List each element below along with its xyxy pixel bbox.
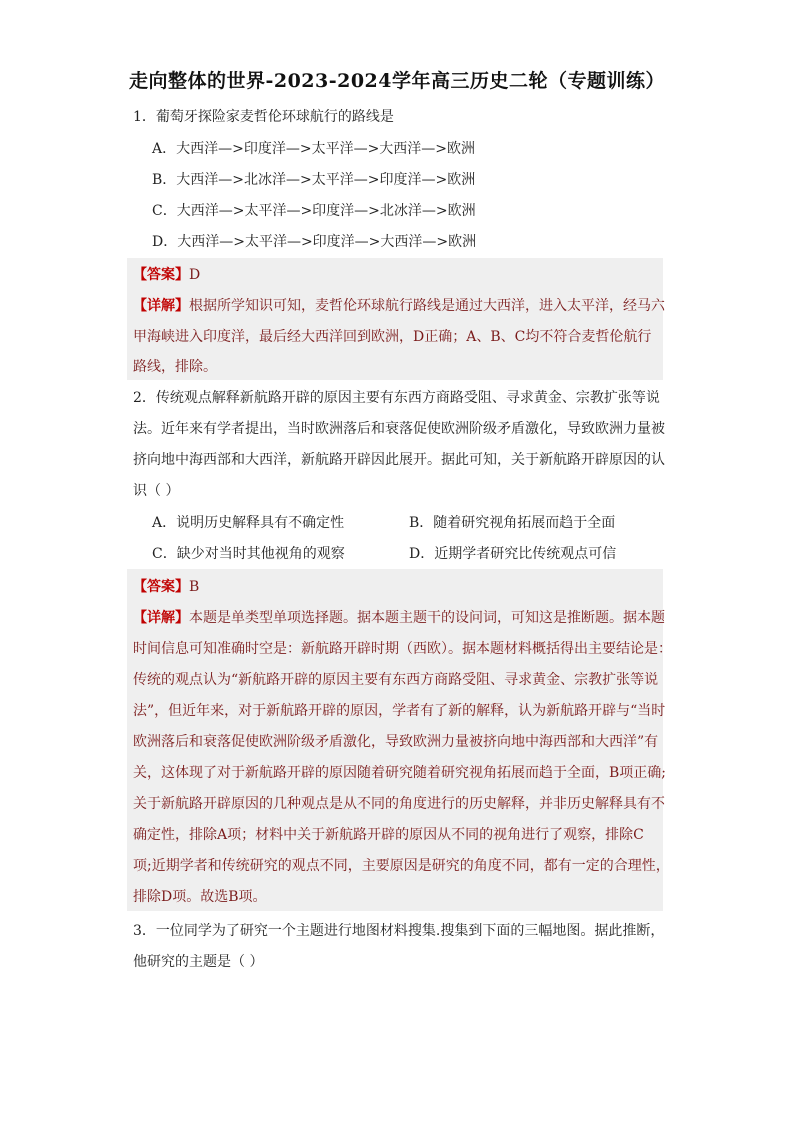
q2-answer-box (127, 569, 672, 911)
q2-detail-line: 欧洲落后和衰落促使欧洲阶级矛盾激化，导致欧洲力量被挤向地中海西部和大西洋”有 (133, 734, 659, 750)
q2-answer-value: B (189, 579, 200, 595)
q3-stem-line: 3．一位同学为了研究一个主题进行地图材料搜集.搜集到下面的三幅地图。据此推断， (133, 923, 665, 939)
q1-stem: 1．葡萄牙探险家麦哲伦环球航行的路线是 (133, 109, 394, 125)
q1-detail-line (133, 295, 665, 315)
q2-detail-line: 传统的观点认为“新航路开辟的原因主要有东西方商路受阻、寻求黄金、宗教扩张等说 (133, 672, 659, 688)
q2-detail-line: 关，这体现了对于新航路开辟的原因随着研究随着研究视角拓展而趋于全面，B项正确; (133, 765, 667, 781)
q1-detail-line: 路线，排除。 (133, 359, 217, 375)
q2-detail-line: 时间信息可知准确时空是：新航路开辟时期（西欧）。据本题材料概括得出主要结论是： (133, 641, 672, 657)
q1-answer-box (127, 258, 663, 354)
q2-stem-line: 挤向地中海西部和大西洋，新航路开辟因此展开。据此可知，关于新航路开辟原因的认 (133, 452, 665, 468)
q1-detail-text: 根据所学知识可知，麦哲伦环球航行路线是通过大西洋，进入太平洋，经马六 (189, 298, 665, 314)
q1-answer (133, 264, 200, 284)
q2-detail-line: 法”，但近年来，对于新航路开辟的原因，学者有了新的解释，认为新航路开辟与“当时 (133, 703, 666, 719)
q2-detail-line: 关于新航路开辟原因的几种观点是从不同的角度进行的历史解释，并非历史解释具有不 (133, 796, 665, 812)
detail-tag: 【详解】 (133, 298, 189, 314)
page-title: 走向整体的世界-2023-2024学年高三历史二轮（专题训练） (128, 70, 666, 92)
q2-stem-line: 识（ ） (133, 483, 180, 499)
q2-detail-line: 排除D项。故选B项。 (133, 889, 267, 905)
q3-stem (133, 916, 663, 978)
q2-detail-line: 项;近期学者和传统研究的观点不同，主要原因是研究的角度不同，都有一定的合理性， (133, 858, 670, 874)
answer-tag: 【答案】 (133, 579, 189, 595)
q1-detail-line: 甲海峡进入印度洋，最后经大西洋回到欧洲，D正确；A、B、C均不符合麦哲伦航行 (133, 329, 652, 345)
q2-option-a: A．说明历史解释具有不确定性 (152, 515, 345, 531)
q1-option-c: C．大西洋—>太平洋—>印度洋—>北冰洋—>欧洲 (152, 203, 476, 219)
q1-option-b: B．大西洋—>北冰洋—>太平洋—>印度洋—>欧洲 (152, 172, 476, 188)
q2-option-d: D．近期学者研究比传统观点可信 (409, 546, 617, 562)
q1-answer-value: D (189, 267, 201, 283)
q1-answer-box-tail (127, 354, 663, 380)
q2-answer (133, 576, 199, 596)
q2-option-b: B．随着研究视角拓展而趋于全面 (409, 515, 616, 531)
q2-stem-line: 法。近年来有学者提出，当时欧洲落后和衰落促使欧洲阶级矛盾激化，导致欧洲力量被 (133, 421, 665, 437)
detail-tag: 【详解】 (133, 610, 189, 626)
q1-option-d: D．大西洋—>太平洋—>印度洋—>大西洋—>欧洲 (152, 234, 477, 250)
q2-option-c: C．缺少对当时其他视角的观察 (152, 546, 345, 562)
q2-detail-line (133, 607, 665, 627)
q2-detail-text: 本题是单类型单项选择题。据本题主题干的设问词，可知这是推断题。据本题 (189, 610, 665, 626)
q3-stem-line: 他研究的主题是（ ） (133, 954, 264, 970)
q2-detail-line: 确定性，排除A项；材料中关于新航路开辟的原因从不同的视角进行了观察，排除C (133, 827, 644, 843)
answer-tag: 【答案】 (133, 267, 189, 283)
q2-stem-line: 2．传统观点解释新航路开辟的原因主要有东西方商路受阻、寻求黄金、宗教扩张等说 (133, 390, 660, 406)
q1-option-a: A．大西洋—>印度洋—>太平洋—>大西洋—>欧洲 (152, 141, 476, 157)
q2-stem (133, 383, 663, 507)
